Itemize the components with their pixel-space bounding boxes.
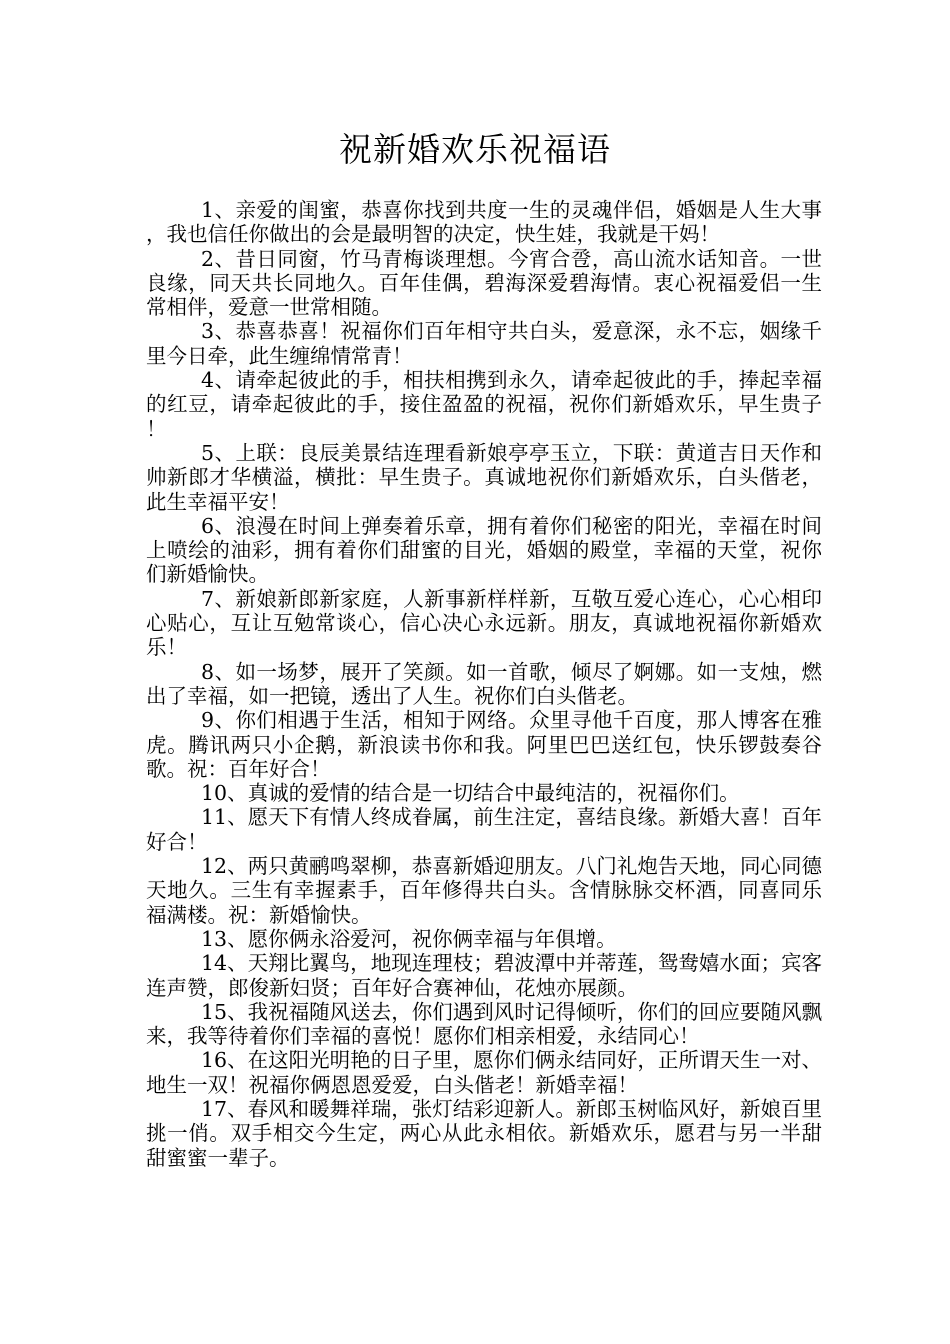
paragraph-7: 7、新娘新郎新家庭，人新事新样样新，互敬互爱心连心，心心相印心贴心，互让互勉常谈心，信心决心永远新。朋友，真诚地祝福你新婚欢乐！ xyxy=(146,586,822,660)
paragraph-10: 10、真诚的爱情的结合是一切结合中最纯洁的，祝福你们。 xyxy=(201,781,740,806)
paragraph-9: 9、你们相遇于生活，相知于网络。众里寻他千百度，那人博客在雅虎。腾讯两只小企鹅，新浪读书你和我。阿里巴巴送红包，快乐锣鼓奏谷歌。祝：百年好合！ xyxy=(146,708,822,781)
paragraph-11: 11、愿天下有情人终成眷属，前生注定，喜结良缘。新婚大喜！百年好合！ xyxy=(146,805,822,854)
paragraph-4: 4、请牵起彼此的手，相扶相携到永久，请牵起彼此的手，捧起幸福的红豆，请牵起彼此的手，接住盈盈的祝福，祝你们新婚欢乐，早生贵子！ xyxy=(146,368,822,441)
paragraph-15: 15、我祝福随风送去，你们遇到风时记得倾听，你们的回应要随风飘来，我等待着你们幸福的喜悦！愿你们相亲相爱，永结同心！ xyxy=(146,999,822,1049)
paragraph-12: 12、两只黄鹂鸣翠柳，恭喜新婚迎朋友。八门礼炮告天地，同心同德天地久。三生有幸握素手，百年修得共白头。含情脉脉交杯酒，同喜同乐福满楼。祝：新婚愉快。 xyxy=(146,854,822,927)
paragraph-8: 8、如一场梦，展开了笑颜。如一首歌，倾尽了婀娜。如一支烛，燃出了幸福，如一把镜，透出了人生。祝你们白头偕老。 xyxy=(146,659,822,708)
paragraph-2: 2、昔日同窗，竹马青梅谈理想。今宵合卺，高山流水话知音。一世良缘，同天共长同地久。百年佳偶，碧海深爱碧海情。衷心祝福爱侣一生常相伴，爱意一世常相随。 xyxy=(146,246,822,320)
paragraph-14: 14、天翔比翼鸟，地现连理枝；碧波潭中并蒂莲，鸳鸯嬉水面；宾客连声赞，郎俊新妇贤；百年好合赛神仙，花烛亦展颜。 xyxy=(146,951,822,1000)
paragraph-3: 3、恭喜恭喜！祝福你们百年相守共白头，爱意深，永不忘，姻缘千里今日牵，此生缠绵情常青！ xyxy=(146,319,822,368)
paragraph-17: 17、春风和暖舞祥瑞，张灯结彩迎新人。新郎玉树临风好，新娘百里挑一俏。双手相交今生定，两心从此永相依。新婚欢乐，愿君与另一半甜甜蜜蜜一辈子。 xyxy=(146,1096,822,1170)
paragraph-6: 6、浪漫在时间上弹奏着乐章，拥有着你们秘密的阳光，幸福在时间上喷绘的油彩，拥有着你们甜蜜的目光，婚姻的殿堂，幸福的天堂，祝你们新婚愉快。 xyxy=(146,513,822,587)
document-title: 祝新婚欢乐祝福语 xyxy=(339,130,611,169)
document-body xyxy=(146,198,822,1170)
paragraph-1: 1、亲爱的闺蜜，恭喜你找到共度一生的灵魂伴侣，婚姻是人生大事，我也信任你做出的会是最明智的决定，快生娃，我就是干妈！ xyxy=(146,198,822,247)
paragraph-16: 16、在这阳光明艳的日子里，愿你们俩永结同好，正所谓天生一对、地生一双！祝福你俩恩恩爱爱，白头偕老！新婚幸福！ xyxy=(146,1048,822,1097)
paragraph-13: 13、愿你俩永浴爱河，祝你俩幸福与年俱增。 xyxy=(201,926,617,951)
paragraph-5: 5、上联：良辰美景结连理看新娘亭亭玉立，下联：黄道吉日天作和帅新郎才华横溢，横批：早生贵子。真诚地祝你们新婚欢乐，白头偕老，此生幸福平安！ xyxy=(146,440,822,514)
